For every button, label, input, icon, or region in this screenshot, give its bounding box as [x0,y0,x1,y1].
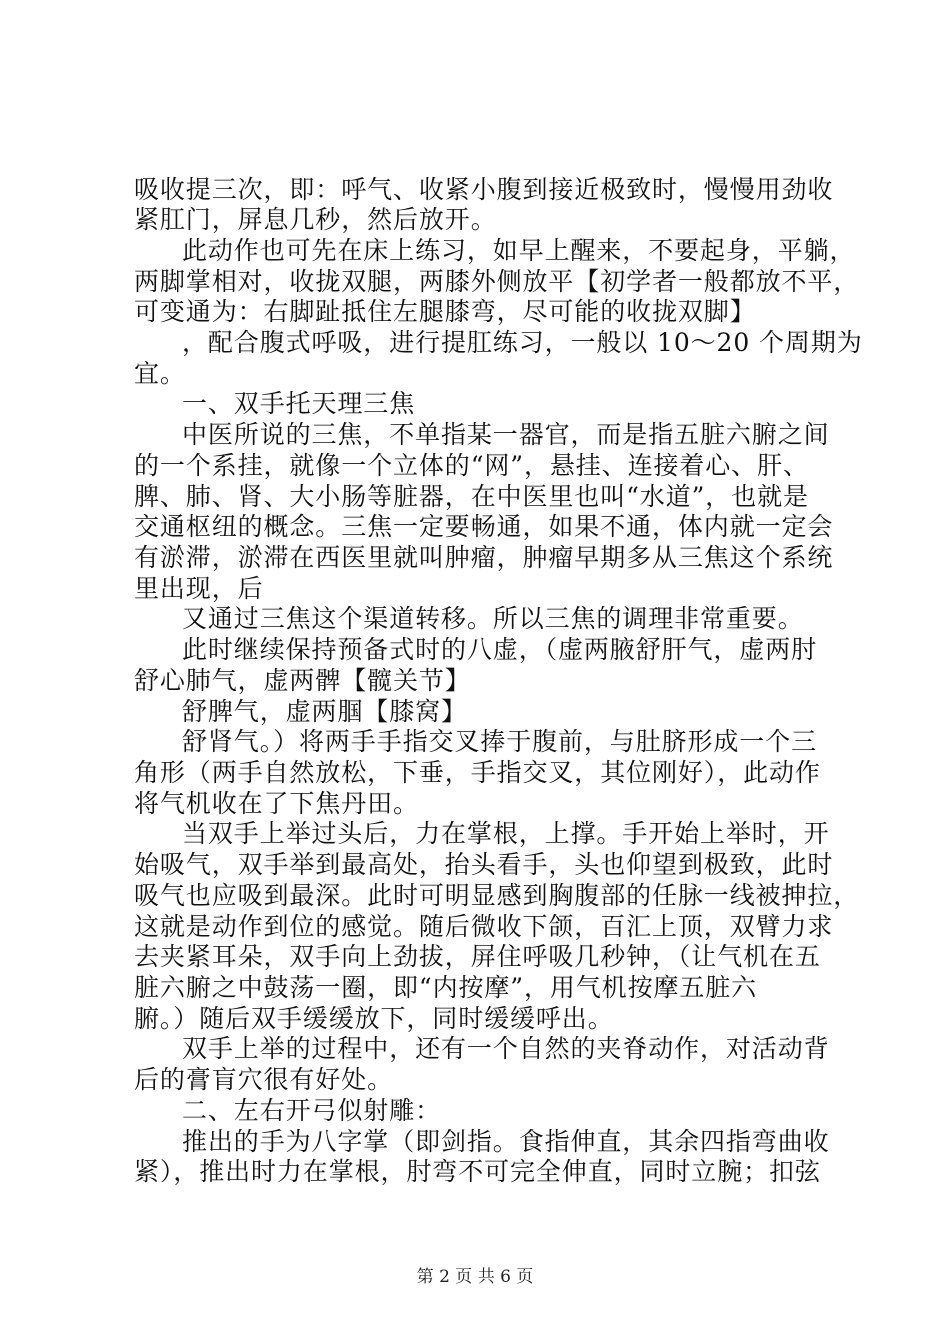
text-line: 脏六腑之中鼓荡一圈，即“内按摩”，用气机按摩五脏六 [134,973,758,1002]
text-line: 吸收提三次，即：呼气、收紧小腹到接近极致时，慢慢用劲收 [134,175,834,204]
text-line: 中医所说的三焦，不单指某一器官，而是指五脏六腑之间 [182,420,830,449]
text-line: 去夹紧耳朵，双手向上劲拔，屏住呼吸几秒钟，（让气机在五 [134,942,821,971]
text-line: 腑。）随后双手缓缓放下，同时缓缓呼出。 [134,1004,614,1033]
text-line: 脾、肺、肾、大小肠等脏器，在中医里也叫“水道”，也就是 [134,482,809,511]
text-line: 此时继续保持预备式时的八虚，（虚两腋舒肝气，虚两肘 [182,635,818,664]
text-line: 的一个系挂，就像一个立体的“网”，悬挂、连接着心、肝、 [134,451,809,480]
text-line: 后的膏肓穴很有好处。 [134,1065,394,1094]
text-line: 这就是动作到位的感觉。随后微收下颌，百汇上顶，双臂力求 [134,912,834,941]
text-line: 将气机收在了下焦丹田。 [134,789,419,818]
text-line: 又通过三焦这个渠道转移。所以三焦的调理非常重要。 [182,604,804,633]
text-line: 舒肾气。）将两手手指交叉捧于腹前，与肚脐形成一个三 [182,727,818,756]
text-line: 推出的手为八字掌（即剑指。食指伸直，其余四指弯曲收 [182,1127,830,1156]
text-line: 角形（两手自然放松，下垂，手指交叉，其位刚好），此动作 [134,758,821,787]
text-line: 此动作也可先在床上练习，如早上醒来，不要起身，平躺， [182,236,856,265]
text-line: 双手上举的过程中，还有一个自然的夹脊动作，对活动背 [182,1034,830,1063]
text-line: 当双手上举过头后，力在掌根，上撑。手开始上举时，开 [182,819,830,848]
text-line: 舒心肺气，虚两髀【髋关节】 [134,666,471,695]
section-heading: 二、左右开弓似射雕： [182,1096,442,1125]
text-line: 紧），推出时力在掌根，肘弯不可完全伸直，同时立腕；扣弦 [134,1157,821,1186]
text-line: 两脚掌相对，收拢双腿，两膝外侧放平【初学者一般都放不平， [134,267,860,296]
text-line: 舒脾气，虚两腘【膝窝】 [182,697,467,726]
text-line: 可变通为：右脚趾抵住左腿膝弯，尽可能的收拢双脚】 [134,297,756,326]
section-heading: 一、双手托天理三焦 [182,389,416,418]
text-line: 有淤滞，淤滞在西医里就叫肿瘤，肿瘤早期多从三焦这个系统 [134,543,834,572]
text-line: 始吸气，双手举到最高处，抬头看手，头也仰望到极致，此时 [134,850,834,879]
text-line: 紧肛门，屏息几秒，然后放开。 [134,205,497,234]
text-line: 宜。 [134,359,186,388]
text-line: 里出现，后 [134,574,264,603]
text-line: ，配合腹式呼吸，进行提肛练习，一般以 10～20 个周期为 [182,328,863,357]
text-line: 吸气也应吸到最深。此时可明显感到胸腹部的任脉一线被抻拉， [134,881,860,910]
text-line: 交通枢纽的概念。三焦一定要畅通，如果不通，体内就一定会 [134,512,834,541]
page-number-footer: 第 2 页 共 6 页 [416,1267,534,1287]
